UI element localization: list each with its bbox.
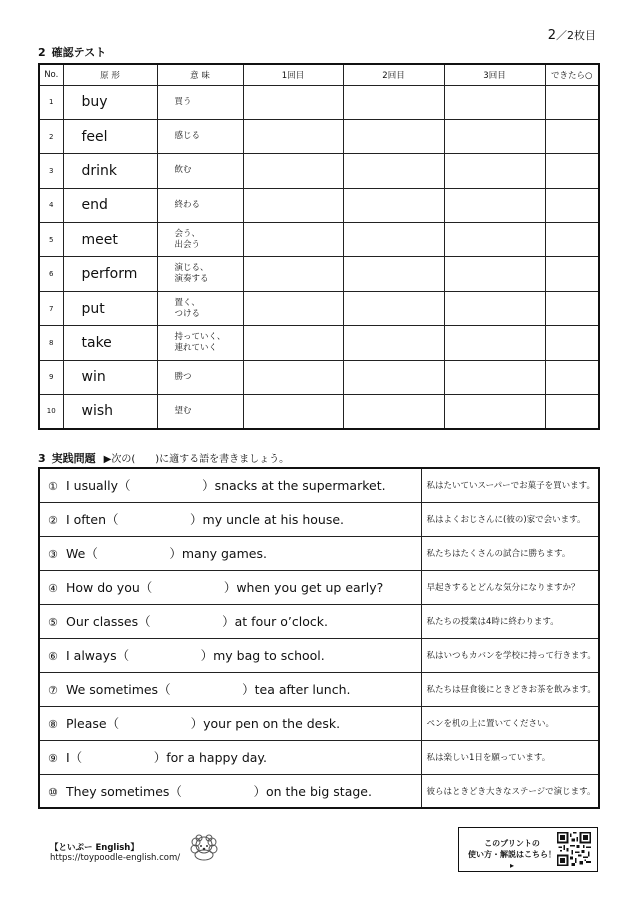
vocab-row: [39, 326, 599, 360]
sentence-before-blank: We（: [66, 546, 98, 561]
vocab-meaning: 買う: [157, 85, 243, 119]
sentence-before-blank: I（: [66, 750, 83, 765]
vocab-meaning: 会う、 出会う: [157, 223, 243, 257]
page-total: ／2枚目: [556, 29, 596, 42]
sentence-after-blank: ）tea after lunch.: [242, 682, 351, 697]
vocab-row-number: 1: [39, 85, 63, 119]
sentence-after-blank: ）for a happy day.: [153, 750, 268, 765]
vocab-row-number: 3: [39, 154, 63, 188]
japanese-translation: 私はいつもカバンを学校に持って行きます。: [421, 638, 599, 672]
practice-sentence: [39, 468, 421, 502]
vocab-row-number: 5: [39, 223, 63, 257]
question-number: ⑦: [48, 684, 58, 697]
answer-cell-1[interactable]: [243, 188, 343, 222]
sentence-before-blank: Our classes（: [66, 614, 151, 629]
vocab-row-number: 7: [39, 291, 63, 325]
vocab-meaning: 終わる: [157, 188, 243, 222]
japanese-translation: 私はよくおじさんに(彼の)家で会います。: [421, 502, 599, 536]
answer-cell-1[interactable]: [243, 154, 343, 188]
done-check-cell[interactable]: [545, 291, 599, 325]
sentence-after-blank: ）my bag to school.: [200, 648, 325, 663]
practice-sentence: [39, 774, 421, 808]
answer-cell-1[interactable]: [243, 360, 343, 394]
vocab-row-number: 6: [39, 257, 63, 291]
footer-url[interactable]: https://toypoodle-english.com/: [50, 853, 181, 863]
question-number: ⑤: [48, 616, 58, 629]
sentence-after-blank: ）when you get up early?: [223, 580, 384, 595]
answer-cell-2[interactable]: [343, 188, 444, 222]
question-number: ③: [48, 548, 58, 561]
practice-table: [38, 467, 600, 809]
question-number: ⑩: [48, 785, 58, 799]
vocab-word: buy: [63, 85, 157, 119]
answer-cell-2[interactable]: [343, 85, 444, 119]
answer-cell-3[interactable]: [444, 188, 545, 222]
section3-instruction: ▶次の( )に適する語を書きましょう。: [103, 454, 290, 465]
section2-heading: [38, 44, 106, 60]
question-number: ④: [48, 582, 58, 595]
practice-row: [39, 638, 599, 672]
vocab-row-number: 9: [39, 360, 63, 394]
done-check-cell[interactable]: [545, 257, 599, 291]
sentence-after-blank: ）snacks at the supermarket.: [202, 478, 386, 494]
qr-line-2: 使い方・解説はこちら！▸: [468, 850, 556, 870]
answer-cell-2[interactable]: [343, 395, 444, 429]
vocab-word: feel: [63, 119, 157, 153]
vocab-word: drink: [63, 154, 157, 188]
vocab-meaning: 持っていく、 連れていく: [157, 326, 243, 360]
vocab-meaning: 望む: [157, 395, 243, 429]
answer-cell-2[interactable]: [343, 257, 444, 291]
vocab-meaning: 飲む: [157, 154, 243, 188]
vocab-meaning: 演じる、 演奏する: [157, 257, 243, 291]
vocab-row: [39, 395, 599, 429]
answer-cell-2[interactable]: [343, 119, 444, 153]
vocab-word: put: [63, 291, 157, 325]
done-check-cell[interactable]: [545, 154, 599, 188]
answer-cell-2[interactable]: [343, 326, 444, 360]
section3-number: 3: [38, 452, 46, 465]
answer-blank[interactable]: [98, 546, 170, 561]
practice-sentence: [39, 672, 421, 706]
done-check-cell[interactable]: [545, 188, 599, 222]
poodle-logo-icon: [184, 833, 224, 863]
practice-sentence: [39, 638, 421, 672]
header-no: No.: [39, 64, 63, 85]
sentence-before-blank: I usually（: [66, 478, 131, 494]
header-attempt-2: 2回目: [343, 64, 444, 85]
answer-cell-1[interactable]: [243, 223, 343, 257]
vocab-table: [38, 63, 600, 430]
vocab-meaning: 置く、 つける: [157, 291, 243, 325]
vocab-word: win: [63, 360, 157, 394]
answer-cell-1[interactable]: [243, 326, 343, 360]
done-check-cell[interactable]: [545, 395, 599, 429]
practice-row: [39, 536, 599, 570]
section2-number: 2: [38, 46, 46, 59]
answer-cell-1[interactable]: [243, 291, 343, 325]
header-base-form: 原 形: [63, 64, 157, 85]
practice-row: [39, 604, 599, 638]
answer-cell-3[interactable]: [444, 85, 545, 119]
practice-sentence: [39, 706, 421, 740]
answer-cell-3[interactable]: [444, 154, 545, 188]
japanese-translation: 私たちはたくさんの試合に勝ちます。: [421, 536, 599, 570]
qr-guide-text: [467, 838, 557, 871]
answer-blank[interactable]: [119, 512, 191, 527]
header-done: できたら○: [545, 64, 599, 85]
vocab-row: [39, 119, 599, 153]
answer-cell-3[interactable]: [444, 360, 545, 394]
practice-sentence: [39, 740, 421, 774]
vocab-word: wish: [63, 395, 157, 429]
sentence-after-blank: ）your pen on the desk.: [190, 716, 341, 731]
done-check-cell[interactable]: [545, 223, 599, 257]
question-number: ⑥: [48, 650, 58, 663]
answer-cell-2[interactable]: [343, 154, 444, 188]
practice-sentence: [39, 570, 421, 604]
done-check-cell[interactable]: [545, 360, 599, 394]
vocab-row-number: 10: [39, 395, 63, 429]
japanese-translation: 私たちの授業は4時に終わります。: [421, 604, 599, 638]
answer-cell-3[interactable]: [444, 257, 545, 291]
practice-row: [39, 774, 599, 808]
sentence-after-blank: ）on the big stage.: [253, 783, 372, 799]
header-meaning: 意 味: [157, 64, 243, 85]
vocab-word: perform: [63, 257, 157, 291]
answer-blank[interactable]: [119, 716, 191, 731]
answer-cell-3[interactable]: [444, 326, 545, 360]
answer-cell-1[interactable]: [243, 257, 343, 291]
japanese-translation: 彼らはときどき大きなステージで演じます。: [421, 774, 599, 808]
answer-blank[interactable]: [82, 750, 154, 765]
vocab-row: [39, 85, 599, 119]
header-attempt-3: 3回目: [444, 64, 545, 85]
japanese-translation: ペンを机の上に置いてください。: [421, 706, 599, 740]
vocab-word: end: [63, 188, 157, 222]
practice-sentence: [39, 502, 421, 536]
sentence-after-blank: ）my uncle at his house.: [190, 512, 345, 527]
sentence-before-blank: Please（: [66, 716, 120, 731]
sentence-after-blank: ）many games.: [169, 546, 267, 561]
vocab-row: [39, 188, 599, 222]
qr-guide-box[interactable]: [458, 827, 598, 872]
done-check-cell[interactable]: [545, 326, 599, 360]
vocab-meaning: 勝つ: [157, 360, 243, 394]
practice-row: [39, 706, 599, 740]
sentence-before-blank: They sometimes（: [66, 783, 182, 799]
answer-blank[interactable]: [171, 682, 243, 697]
sentence-after-blank: ）at four o’clock.: [222, 614, 328, 629]
answer-cell-3[interactable]: [444, 291, 545, 325]
sentence-before-blank: I always（: [66, 648, 130, 663]
question-number: ②: [48, 514, 58, 527]
sentence-before-blank: I often（: [66, 512, 119, 527]
answer-cell-1[interactable]: [243, 119, 343, 153]
answer-cell-2[interactable]: [343, 360, 444, 394]
practice-row: [39, 740, 599, 774]
answer-cell-1[interactable]: [243, 85, 343, 119]
header-attempt-1: 1回目: [243, 64, 343, 85]
page-number: [548, 27, 596, 43]
sentence-before-blank: How do you（: [66, 580, 153, 595]
japanese-translation: 私たちは昼食後にときどきお茶を飲みます。: [421, 672, 599, 706]
answer-cell-2[interactable]: [343, 291, 444, 325]
answer-blank[interactable]: [129, 648, 201, 663]
vocab-row-number: 4: [39, 188, 63, 222]
vocab-row: [39, 223, 599, 257]
answer-cell-3[interactable]: [444, 119, 545, 153]
answer-cell-3[interactable]: [444, 395, 545, 429]
answer-blank[interactable]: [131, 478, 203, 493]
practice-row: [39, 468, 599, 502]
answer-cell-3[interactable]: [444, 223, 545, 257]
practice-row: [39, 502, 599, 536]
vocab-row: [39, 257, 599, 291]
done-check-cell[interactable]: [545, 119, 599, 153]
practice-sentence: [39, 604, 421, 638]
done-check-cell[interactable]: [545, 85, 599, 119]
vocab-word: take: [63, 326, 157, 360]
sentence-before-blank: We sometimes（: [66, 682, 171, 697]
vocab-row-number: 2: [39, 119, 63, 153]
question-number: ①: [48, 480, 58, 494]
qr-code-icon[interactable]: [557, 832, 591, 866]
japanese-translation: 早起きするとどんな気分になりますか？: [421, 570, 599, 604]
qr-line-1: このプリントの: [484, 839, 540, 848]
japanese-translation: 私はたいていスーパーでお菓子を買います。: [421, 468, 599, 502]
section3-title: 実践問題: [51, 452, 96, 465]
vocab-row-number: 8: [39, 326, 63, 360]
section3-heading: [38, 450, 289, 466]
answer-cell-2[interactable]: [343, 223, 444, 257]
vocab-word: meet: [63, 223, 157, 257]
page-current: 2: [547, 28, 556, 43]
vocab-meaning: 感じる: [157, 119, 243, 153]
answer-blank[interactable]: [182, 784, 254, 799]
answer-cell-1[interactable]: [243, 395, 343, 429]
japanese-translation: 私は楽しい1日を願っています。: [421, 740, 599, 774]
practice-sentence: [39, 536, 421, 570]
vocab-row: [39, 154, 599, 188]
question-number: ⑨: [48, 752, 58, 765]
vocab-row: [39, 360, 599, 394]
vocab-header-row: [39, 64, 599, 85]
answer-blank[interactable]: [152, 580, 224, 595]
practice-row: [39, 570, 599, 604]
section2-title: 確認テスト: [51, 46, 107, 59]
answer-blank[interactable]: [151, 614, 223, 629]
question-number: ⑧: [48, 718, 58, 731]
practice-row: [39, 672, 599, 706]
vocab-row: [39, 291, 599, 325]
footer-brand: 【といぷー English】: [50, 843, 139, 853]
